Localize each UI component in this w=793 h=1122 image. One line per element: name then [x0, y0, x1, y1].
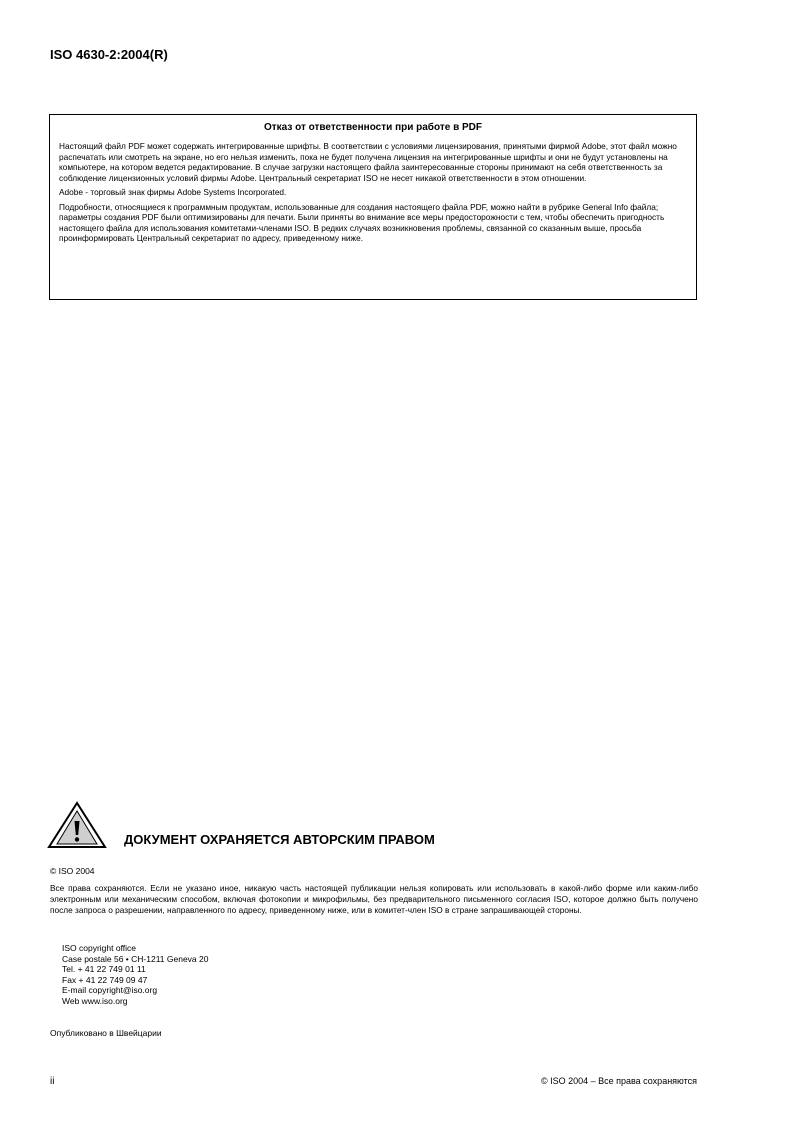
address-line: Case postale 56 • CH-1211 Geneva 20	[62, 953, 209, 964]
disclaimer-paragraph: Настоящий файл PDF может содержать интегрированные шрифты. В соответствии с условиями лицензирования, принятыми фирмой Adobe, этот файл можно распечатать или смотреть на экране, но его нельзя изменить, пока не будет получена лицензия на интегрированные шрифты и они не будут установлены на компьютере, на котором ведется редактирование. В случае загрузки настоящего файла заинтересованные стороны принимают на себя ответственность за соблюдение лицензионных условий фирмы Adobe. Центральный секретариат ISO не несет никакой ответственности в этом отношении.	[59, 141, 677, 183]
address-line: Tel. + 41 22 749 01 11	[62, 964, 146, 975]
published-in: Опубликовано в Швейцарии	[50, 1028, 162, 1038]
iso-address	[62, 943, 208, 1007]
disclaimer-paragraph: Adobe - торговый знак фирмы Adobe Systems Incorporated.	[59, 187, 287, 197]
address-web: Web www.iso.org	[62, 995, 128, 1006]
address-email: E-mail copyright@iso.org	[62, 985, 158, 996]
pdf-disclaimer-box	[49, 114, 697, 300]
footer-copyright: © ISO 2004 – Все права сохраняются	[540, 1076, 697, 1086]
page-number: ii	[50, 1076, 55, 1087]
document-id: ISO 4630-2:2004(R)	[50, 47, 168, 62]
address-line: Fax + 41 22 749 09 47	[62, 974, 148, 985]
warning-icon	[47, 801, 107, 849]
disclaimer-title: Отказ от ответственности при работе в PDF	[263, 122, 483, 133]
copyright-title: ДОКУМЕНТ ОХРАНЯЕТСЯ АВТОРСКИМ ПРАВОМ	[124, 832, 435, 847]
disclaimer-paragraph: Подробности, относящиеся к программным продуктам, использованные для создания настоящего файла PDF, можно найти в рубрике General Info файла; параметры создания PDF были оптимизированы для печати. Были приняты во внимание все меры предосторожности с тем, чтобы обеспечить пригодность настоящего файла для использования комитетами-членами ISO. В редких случаях возникновения проблемы, связанной со сказанным выше, просьба проинформировать Центральный секретариат по адресу, приведенному ниже.	[59, 201, 665, 243]
address-line: ISO copyright office	[62, 943, 137, 953]
copyright-text: Все права сохраняются. Если не указано иное, никакую часть настоящей публикации нельзя копировать или использовать в какой-либо форме или каким-либо электронным или механическим способом, включая фотокопии и микрофильмы, без предварительного письменного согласия ISO, которое должно быть получено после запроса о разрешении, направленного по адресу, приведенному ниже, или в комитет-член ISO в стране запрашивающей стороны.	[50, 883, 698, 915]
copyright-year: © ISO 2004	[50, 866, 95, 876]
